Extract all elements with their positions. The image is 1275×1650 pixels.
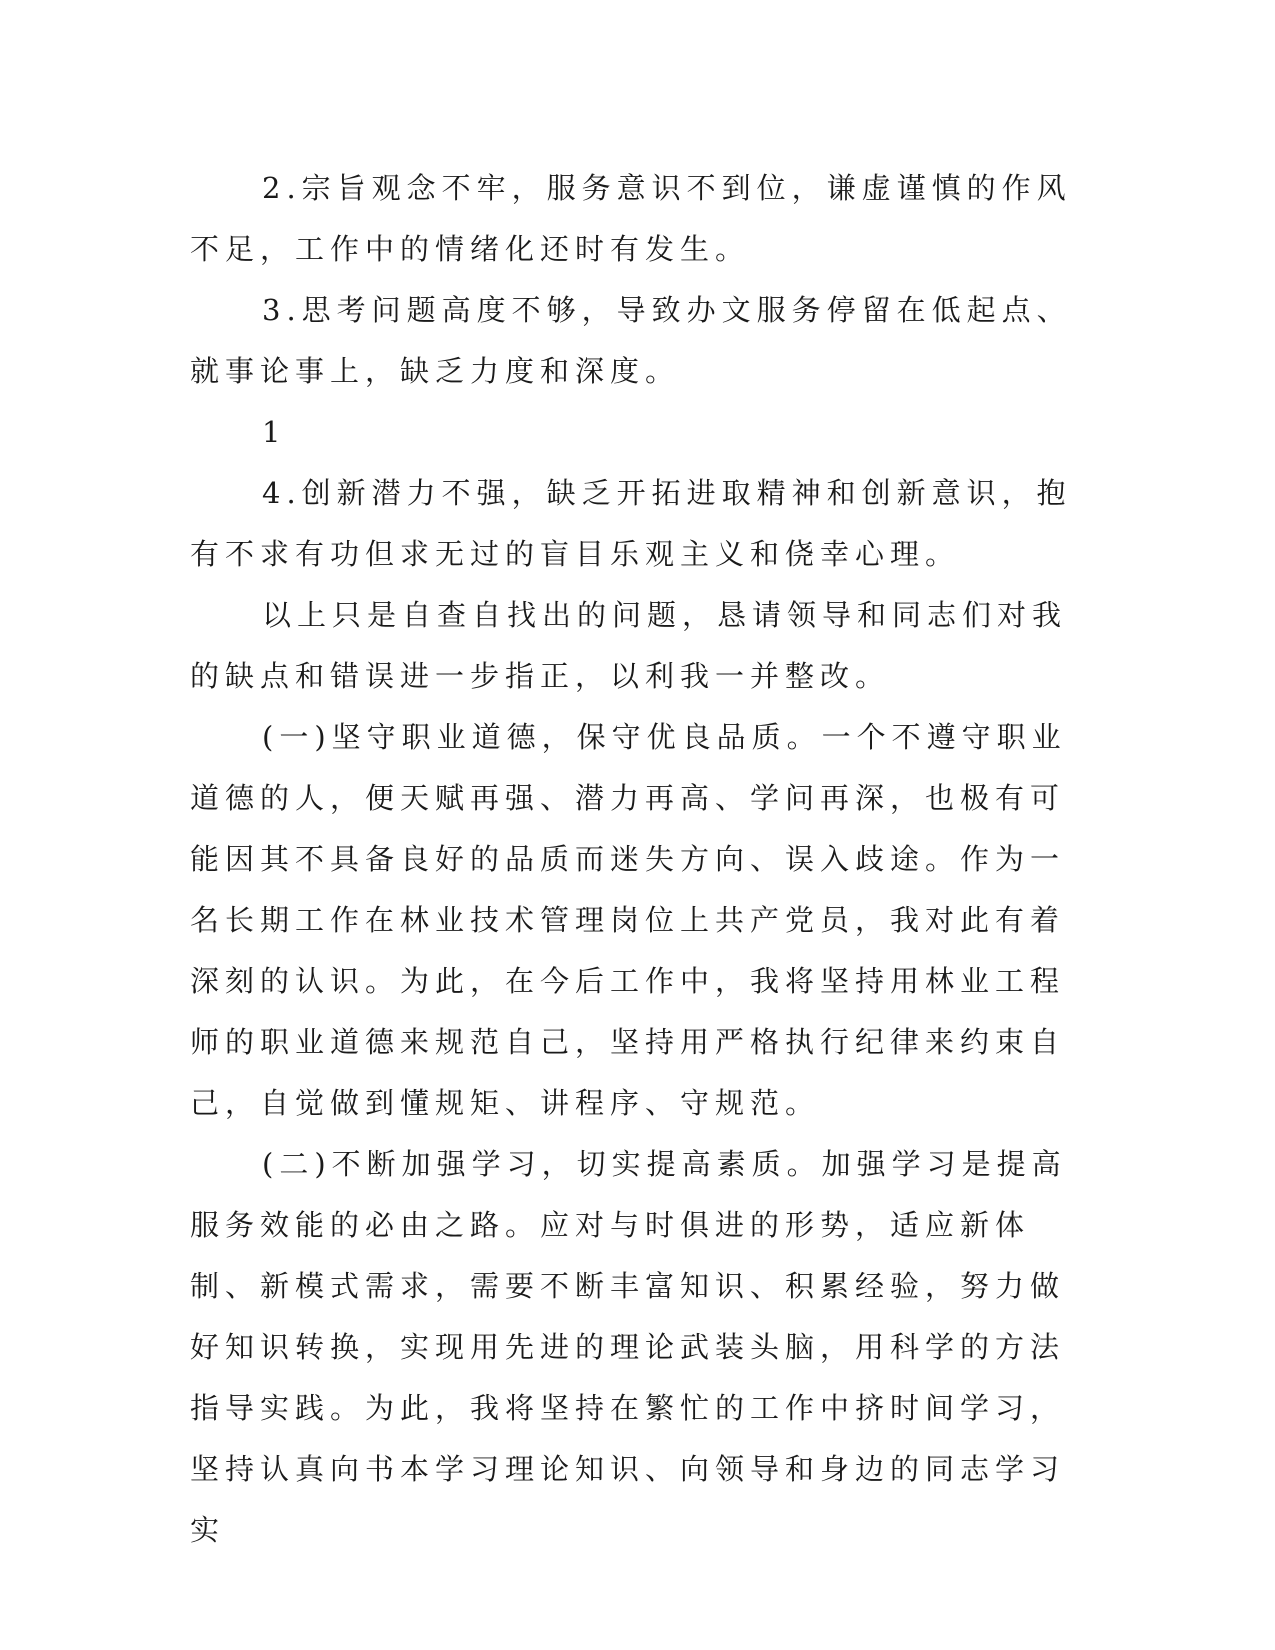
paragraph-section-one: (一)坚守职业道德，保守优良品质。一个不遵守职业道德的人，便天赋再强、潜力再高、学问再深，也极有可能因其不具备良好的品质而迷失方向、误入歧途。作为一名长期工作在林业技术管理岗位上共产党员，我对此有着深刻的认识。为此，在今后工作中，我将坚持用林业工程师的职业道德来规范自己，坚持用严格执行纪律来约束自己，自觉做到懂规矩、讲程序、守规范。	[190, 720, 1067, 1120]
paragraph-item-2: 2.宗旨观念不牢，服务意识不到位，谦虚谨慎的作风不足，工作中的情绪化还时有发生。	[190, 171, 1072, 266]
page-number-marker: 1	[262, 415, 287, 449]
document-body	[190, 158, 1080, 1561]
paragraph-item-4: 4.创新潜力不强，缺乏开拓进取精神和创新意识，抱有不求有功但求无过的盲目乐观主义和侥幸心理。	[190, 476, 1072, 571]
paragraph-item-3: 3.思考问题高度不够，导致办文服务停留在低起点、就事论事上，缺乏力度和深度。	[190, 293, 1072, 388]
paragraph-section-two: (二)不断加强学习，切实提高素质。加强学习是提高服务效能的必由之路。应对与时俱进的形势，适应新体制、新模式需求，需要不断丰富知识、积累经验，努力做好知识转换，实现用先进的理论武装头脑，用科学的方法指导实践。为此，我将坚持在繁忙的工作中挤时间学习，坚持认真向书本学习理论知识、向领导和身边的同志学习实	[190, 1147, 1067, 1547]
paragraph-summary: 以上只是自查自找出的问题，恳请领导和同志们对我的缺点和错误进一步指正，以利我一并整改。	[190, 598, 1068, 693]
